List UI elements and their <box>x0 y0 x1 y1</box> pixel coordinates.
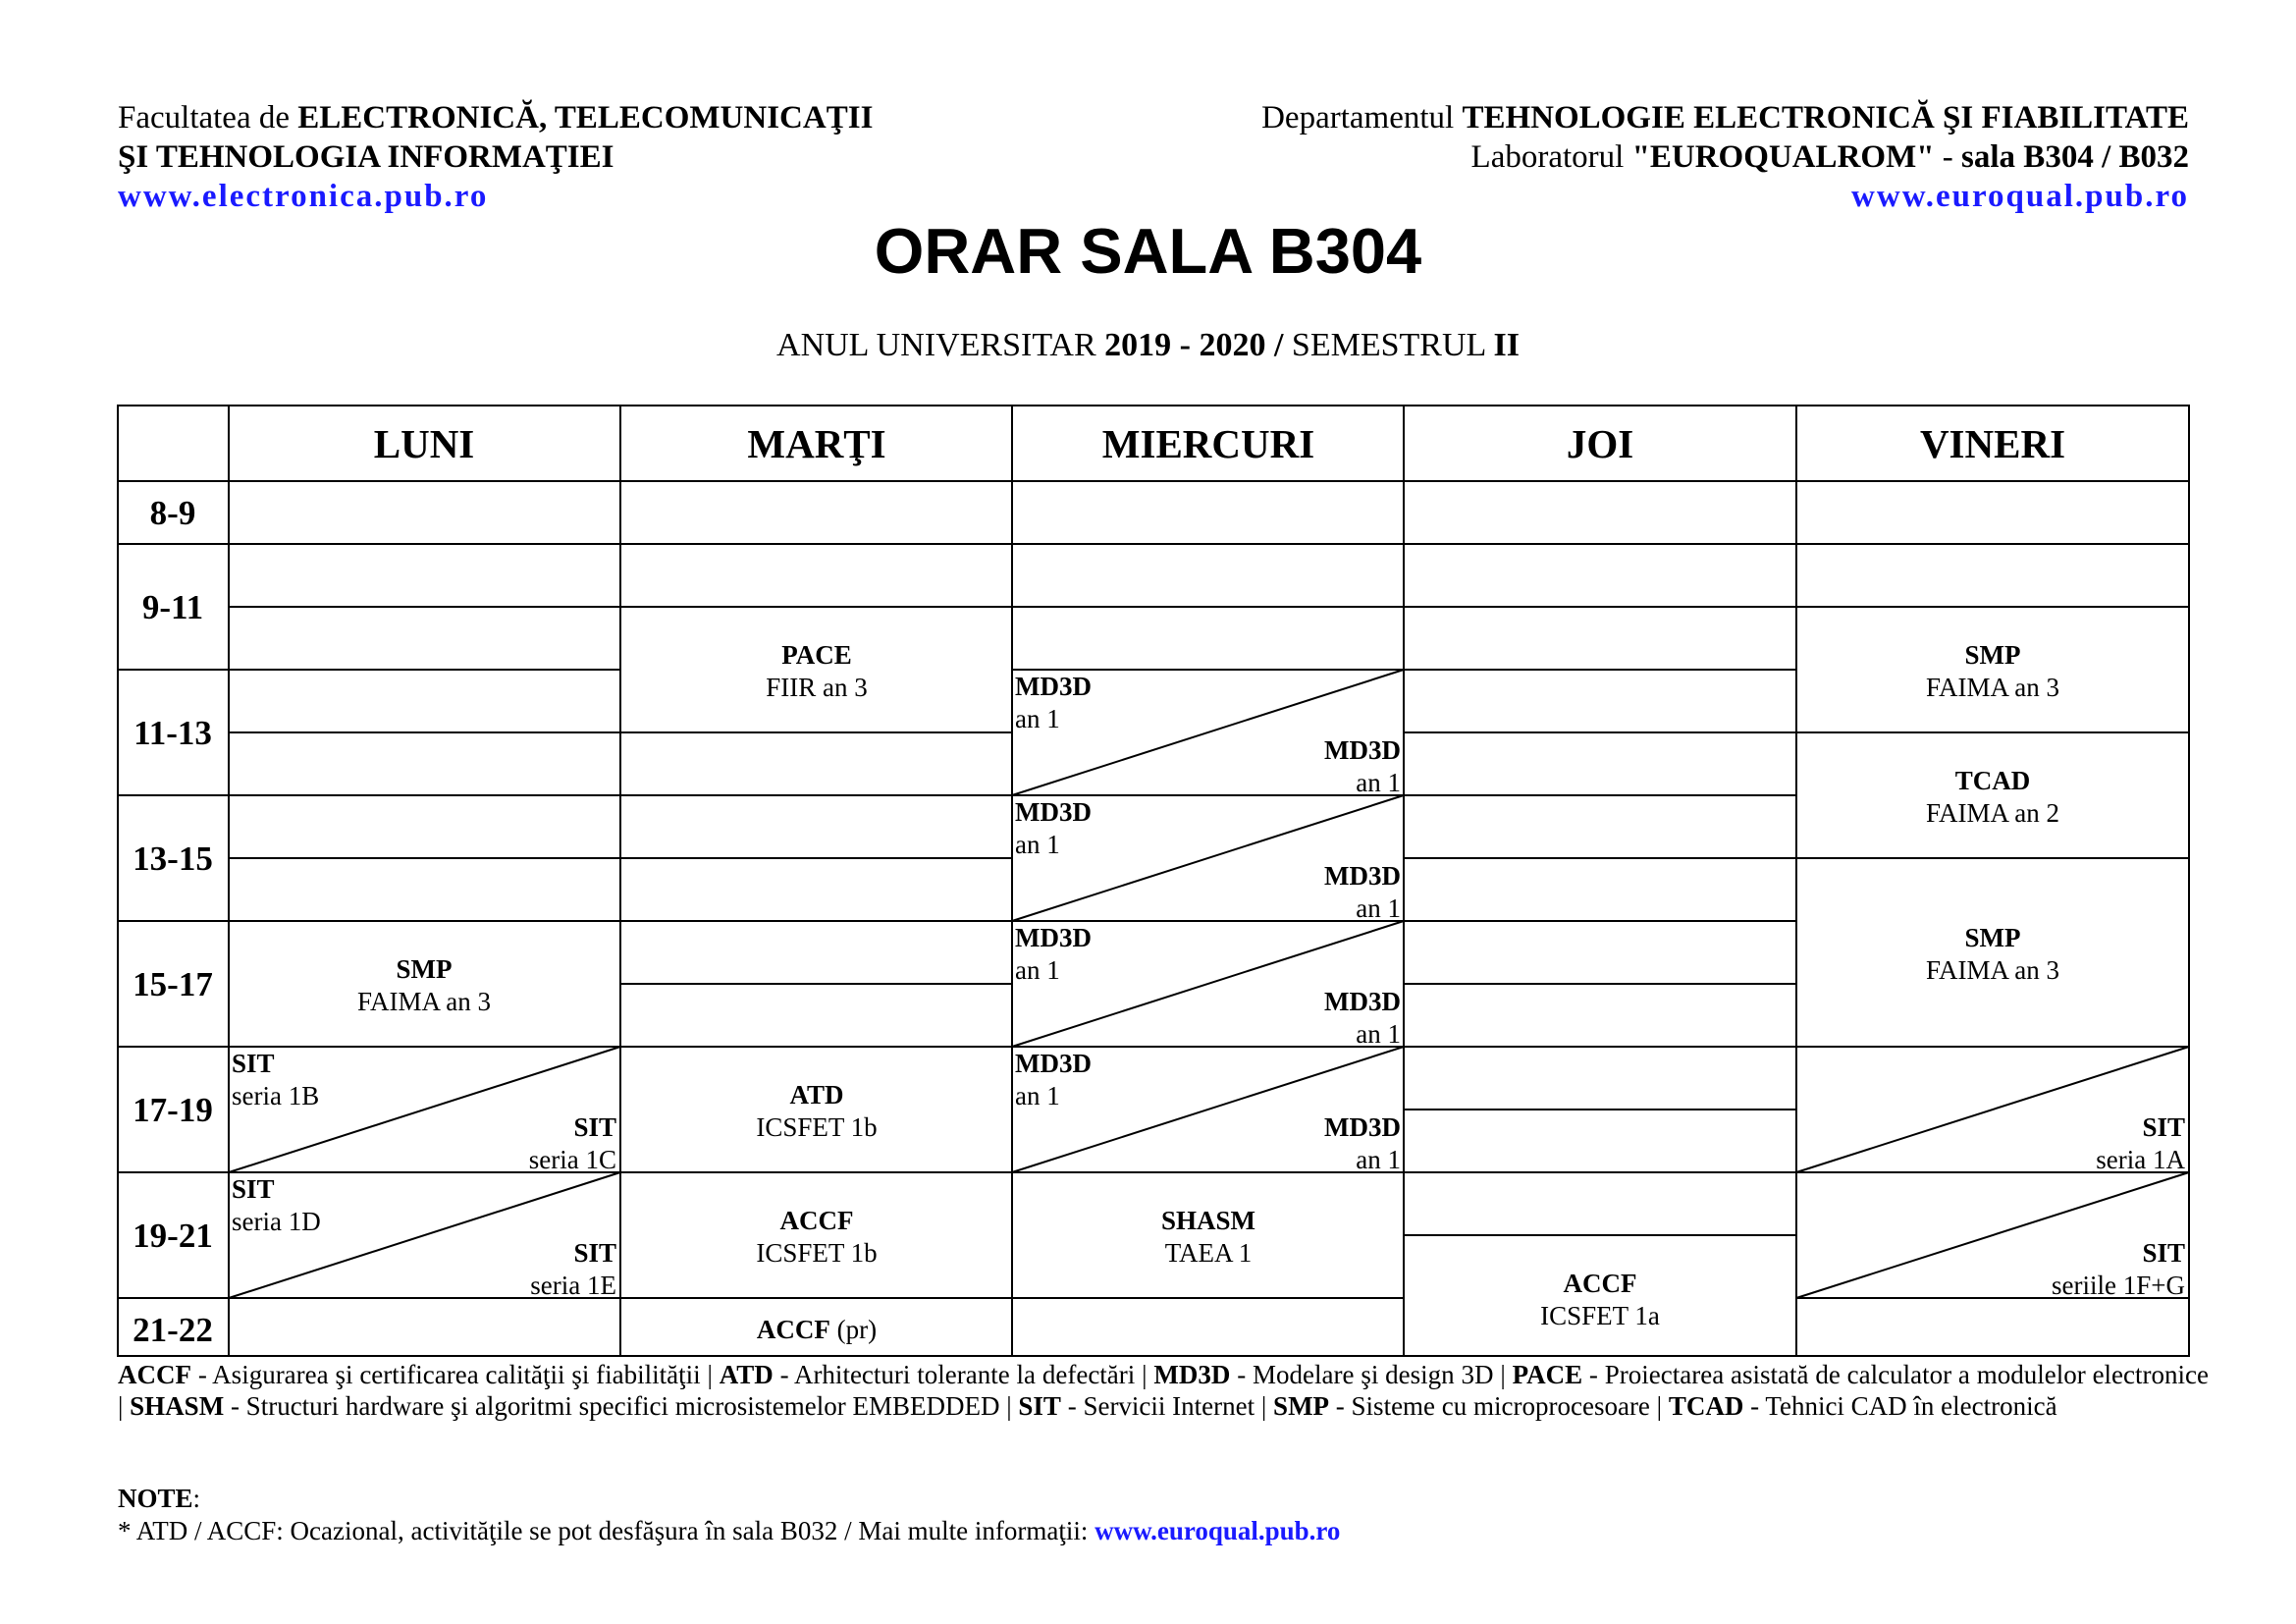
course-group: FIIR an 3 <box>766 673 868 702</box>
time-slot: 17-19 <box>133 1091 213 1129</box>
faculty-url[interactable]: www.electronica.pub.ro <box>118 179 489 214</box>
split-a-group: an 1 <box>1015 1081 1060 1110</box>
course-code: SHASM <box>1160 1206 1256 1235</box>
page-subtitle: ANUL UNIVERSITAR 2019 - 2020 / SEMESTRUL II <box>776 327 1520 363</box>
course-group: TAEA 1 <box>1164 1238 1253 1268</box>
page-title: ORAR SALA B304 <box>874 215 1422 287</box>
faculty-name-line2: ŞI TEHNOLOGIA INFORMAŢIEI <box>118 139 614 175</box>
course-code: ATD <box>789 1080 844 1110</box>
split-a-group: an 1 <box>1015 830 1060 859</box>
time-slot: 13-15 <box>133 839 213 878</box>
course-group: ICSFET 1a <box>1540 1301 1660 1330</box>
course-group: FAIMA an 3 <box>1925 673 2060 702</box>
course-code: SMP <box>396 954 453 984</box>
split-a-code: MD3D <box>1015 797 1092 827</box>
day-header-miercuri: MIERCURI <box>1101 421 1315 466</box>
department-url[interactable]: www.euroqual.pub.ro <box>1851 179 2189 214</box>
course-code: SMP <box>1964 640 2021 670</box>
split-b-group: seria 1A <box>2096 1145 2185 1174</box>
course-code: ACCF <box>1563 1269 1637 1298</box>
day-header-luni: LUNI <box>373 421 475 466</box>
svg-text:ACCF (pr) <box>757 1315 877 1344</box>
time-slot: 21-22 <box>133 1311 213 1349</box>
split-b-code: SIT <box>573 1238 616 1268</box>
split-a-code: MD3D <box>1015 1049 1092 1078</box>
laboratory-name: Laboratorul "EUROQUALROM" - sala B304 / B032 <box>1470 139 2189 175</box>
notes-title: NOTE: <box>118 1484 201 1513</box>
timetable-frame <box>118 406 2189 1356</box>
notes-text: * ATD / ACCF: Ocazional, activităţile se pot desfăşura în sala B032 / Mai multe informaţii: www.euroqual.pub.ro <box>118 1516 1341 1545</box>
course-code: PACE <box>781 640 852 670</box>
split-b-code: MD3D <box>1324 1112 1401 1142</box>
day-header-vineri: VINERI <box>1919 421 2066 466</box>
course-group: FAIMA an 3 <box>356 987 492 1016</box>
split-b-code: SIT <box>2142 1112 2185 1142</box>
course-group: ICSFET 1b <box>756 1112 878 1142</box>
split-b-code: SIT <box>2142 1238 2185 1268</box>
time-slot: 9-11 <box>141 588 204 626</box>
split-b-group: an 1 <box>1356 893 1401 923</box>
day-header-marti: MARŢI <box>747 421 886 466</box>
split-b-group: an 1 <box>1356 1145 1401 1174</box>
time-slot: 19-21 <box>133 1217 213 1255</box>
course-code: SMP <box>1964 923 2021 952</box>
notes-section <box>118 1483 1340 1547</box>
split-b-code: SIT <box>573 1112 616 1142</box>
split-a-group: seria 1B <box>232 1081 320 1110</box>
split-b-group: an 1 <box>1356 1019 1401 1049</box>
time-slot: 11-13 <box>133 714 212 752</box>
split-b-code: MD3D <box>1324 735 1401 765</box>
course-group: FAIMA an 3 <box>1925 955 2060 985</box>
course-code: ACCF <box>756 1315 830 1344</box>
split-b-group: seriile 1F+G <box>2052 1271 2185 1300</box>
time-slot: 8-9 <box>149 494 196 532</box>
split-a-code: SIT <box>232 1049 275 1078</box>
department-name: Departamentul TEHNOLOGIE ELECTRONICĂ ŞI FIABILITATE <box>1261 100 2189 135</box>
split-a-group: seria 1D <box>232 1207 321 1236</box>
split-b-group: an 1 <box>1356 768 1401 797</box>
split-b-group: seria 1E <box>530 1271 616 1300</box>
split-a-group: an 1 <box>1015 704 1060 733</box>
course-group: FAIMA an 2 <box>1925 798 2060 828</box>
split-b-group: seria 1C <box>528 1145 616 1174</box>
day-header-joi: JOI <box>1566 421 1634 466</box>
split-b-code: MD3D <box>1324 861 1401 891</box>
course-group: (pr) <box>829 1315 878 1344</box>
time-slot: 15-17 <box>133 965 213 1003</box>
abbreviation-legend: ACCF - Asigurarea şi certificarea calităţii şi fiabilităţii | ATD - Arhitecturi tolerante la defectări | MD3D - Modelare şi design 3D | PACE - Proiectarea asistată de calculator a modulelor electronice | SHASM - Structuri hardware şi algoritmi specifici microsistemelor EMBEDDED | SIT - Servicii Internet | SMP - Sisteme cu microprocesoare | TCAD - Tehnici CAD în electronică <box>118 1360 2209 1421</box>
notes-link[interactable]: www.euroqual.pub.ro <box>1095 1516 1341 1545</box>
course-code: TCAD <box>1954 766 2031 795</box>
split-a-code: SIT <box>232 1174 275 1204</box>
faculty-name: Facultatea de ELECTRONICĂ, TELECOMUNICAŢII <box>118 100 874 135</box>
split-a-group: an 1 <box>1015 955 1060 985</box>
course-group: ICSFET 1b <box>756 1238 878 1268</box>
course-code: ACCF <box>779 1206 854 1235</box>
split-a-code: MD3D <box>1015 672 1092 701</box>
split-a-code: MD3D <box>1015 923 1092 952</box>
split-b-code: MD3D <box>1324 987 1401 1016</box>
